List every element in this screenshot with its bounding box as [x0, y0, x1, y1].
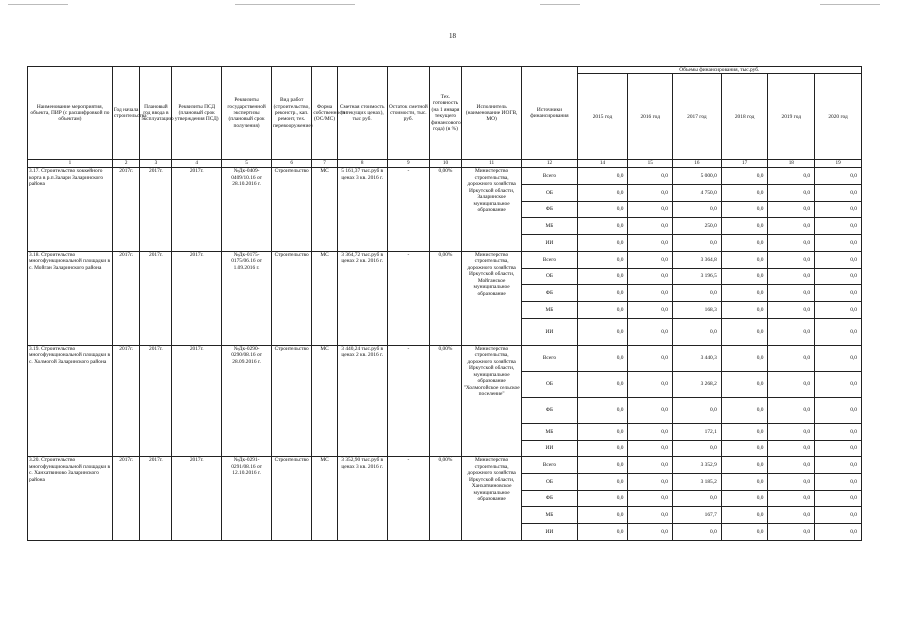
funding-value: 0,0: [721, 201, 768, 218]
funding-value: 0,0: [577, 285, 628, 302]
funding-value: 0,0: [577, 235, 628, 252]
ownership: МС: [312, 457, 337, 541]
header-year: 2020 год: [815, 74, 862, 160]
column-number: 17: [721, 160, 768, 168]
funding-value: 0,0: [768, 168, 815, 185]
column-number: 16: [672, 160, 721, 168]
executor: Министерство строительства, дорожного хозяйства Иркутской области, Мойганское муниципальное образование: [461, 251, 521, 345]
funding-value: 0,0: [768, 397, 815, 423]
funding-source: Всего: [522, 457, 577, 474]
funding-value: 0,0: [815, 397, 862, 423]
column-number: 19: [815, 160, 862, 168]
column-number: 3: [140, 160, 172, 168]
funding-value: 0,0: [577, 474, 628, 491]
column-number: 11: [461, 160, 521, 168]
funding-value: 0,0: [815, 440, 862, 457]
column-number: 10: [430, 160, 462, 168]
ownership: МС: [312, 345, 337, 457]
remainder: -: [387, 457, 429, 541]
funding-value: 0,0: [577, 218, 628, 235]
funding-value: 0,0: [672, 285, 721, 302]
funding-value: 0,0: [721, 457, 768, 474]
remainder: -: [387, 345, 429, 457]
funding-value: 0,0: [815, 457, 862, 474]
scan-artifact-line: [8, 4, 68, 5]
header-expertise: Реквизиты государственной экспертизы (плановый срок получения): [222, 67, 272, 160]
funding-value: 172,1: [672, 423, 721, 440]
header-year: 2016 год: [628, 74, 673, 160]
funding-value: 0,0: [721, 371, 768, 397]
table-row: [28, 168, 862, 185]
funding-value: 0,0: [768, 268, 815, 285]
funding-value: 0,0: [815, 474, 862, 491]
estimate-cost: 3 440,24 тыс.руб в ценах 2 кв. 2016 г.: [337, 345, 387, 457]
expertise-ref: №Дк-0409-0409/10.16 от 28.10.2016 г.: [222, 168, 272, 252]
planned-year: 2017г.: [140, 457, 172, 541]
header-ownership: Форма собственности (ОС/МС): [312, 67, 337, 160]
funding-value: 167,7: [672, 507, 721, 524]
funding-value: 0,0: [721, 397, 768, 423]
object-name: 3.20. Строительство многофункциональной площадки в с. Ханхатвиново Заларинского района: [28, 457, 113, 541]
estimate-cost: 5 161,37 тыс.руб в ценах 3 кв. 2016 г.: [337, 168, 387, 252]
funding-value: 0,0: [721, 318, 768, 345]
funding-value: 0,0: [768, 345, 815, 371]
funding-value: 0,0: [672, 440, 721, 457]
funding-source: ИИ: [522, 440, 577, 457]
funding-value: 0,0: [815, 301, 862, 318]
funding-value: 0,0: [577, 168, 628, 185]
funding-source: ИИ: [522, 524, 577, 541]
funding-value: 0,0: [628, 218, 673, 235]
funding-value: 0,0: [721, 423, 768, 440]
funding-value: 0,0: [721, 345, 768, 371]
funding-value: 0,0: [628, 371, 673, 397]
table-row: [28, 345, 862, 371]
funding-source: ОБ: [522, 474, 577, 491]
funding-value: 0,0: [577, 423, 628, 440]
funding-value: 0,0: [721, 507, 768, 524]
readiness: 0,00%: [430, 251, 462, 345]
readiness: 0,00%: [430, 457, 462, 541]
funding-value: 0,0: [768, 440, 815, 457]
scan-artifact-line: [235, 4, 355, 5]
column-number: 7: [312, 160, 337, 168]
funding-value: 0,0: [768, 474, 815, 491]
funding-value: 0,0: [628, 507, 673, 524]
funding-value: 0,0: [721, 251, 768, 268]
header-executor: Исполнитель (наименование ИОГВ, МО): [461, 67, 521, 160]
table-header: [28, 67, 862, 168]
funding-value: 0,0: [577, 185, 628, 202]
funding-value: 0,0: [628, 168, 673, 185]
funding-value: 0,0: [577, 371, 628, 397]
funding-value: 0,0: [815, 218, 862, 235]
header-sources: Источники финансирования: [522, 67, 577, 160]
scan-artifact-line: [820, 4, 880, 5]
header-start-year: Год начала строительства: [112, 67, 140, 160]
planned-year: 2017г.: [140, 345, 172, 457]
funding-source: ИИ: [522, 318, 577, 345]
funding-value: 0,0: [628, 490, 673, 507]
funding-value: 0,0: [577, 440, 628, 457]
funding-value: 0,0: [577, 268, 628, 285]
table-body: [28, 168, 862, 541]
header-psd: Реквизиты ПСД (плановый срок утверждения ПСД): [172, 67, 222, 160]
funding-value: 4 750,0: [672, 185, 721, 202]
psd-date: 2017г.: [172, 168, 222, 252]
funding-value: 0,0: [721, 168, 768, 185]
funding-source: МБ: [522, 423, 577, 440]
funding-value: 0,0: [577, 397, 628, 423]
funding-value: 3 364,8: [672, 251, 721, 268]
funding-value: 0,0: [721, 474, 768, 491]
funding-value: 0,0: [768, 507, 815, 524]
funding-value: 0,0: [628, 474, 673, 491]
column-number: 6: [272, 160, 312, 168]
funding-value: 0,0: [768, 251, 815, 268]
expertise-ref: №Дк-0290-0290/08.16 от 28.09.2016 г.: [222, 345, 272, 457]
executor: Министерство строительства, дорожного хозяйства Иркутской области, Заларинское муниципальное образование: [461, 168, 521, 252]
funding-value: 0,0: [672, 235, 721, 252]
funding-value: 0,0: [768, 524, 815, 541]
funding-value: 0,0: [628, 268, 673, 285]
work-type: Строительство: [272, 457, 312, 541]
column-number: 1: [28, 160, 113, 168]
funding-value: 0,0: [815, 185, 862, 202]
header-year: 2019 год: [768, 74, 815, 160]
funding-value: 0,0: [577, 457, 628, 474]
estimate-cost: 3 364,72 тыс.руб в ценах 2 кв. 2016 г.: [337, 251, 387, 345]
funding-source: ОБ: [522, 185, 577, 202]
expertise-ref: №Дк-0291-0291/08.16 от 12.10.2016 г.: [222, 457, 272, 541]
ownership: МС: [312, 251, 337, 345]
column-number: 5: [222, 160, 272, 168]
funding-value: 0,0: [577, 345, 628, 371]
start-year: 2017г.: [112, 251, 140, 345]
object-name: 3.19. Строительство многофункциональной площадки в с. Холмогой Заларинского района: [28, 345, 113, 457]
remainder: -: [387, 168, 429, 252]
funding-value: 3 196,5: [672, 268, 721, 285]
header-estimate: Сметная стоимость (в текущих ценах), тыс руб.: [337, 67, 387, 160]
funding-value: 0,0: [577, 490, 628, 507]
funding-value: 0,0: [628, 397, 673, 423]
funding-value: 0,0: [815, 524, 862, 541]
readiness: 0,00%: [430, 168, 462, 252]
funding-value: 3 268,2: [672, 371, 721, 397]
funding-value: 0,0: [721, 524, 768, 541]
ownership: МС: [312, 168, 337, 252]
funding-value: 0,0: [628, 301, 673, 318]
funding-source: Всего: [522, 251, 577, 268]
header-planned-year: Плановый год ввода в эксплуатацию: [140, 67, 172, 160]
funding-source: Всего: [522, 168, 577, 185]
funding-source: ИИ: [522, 235, 577, 252]
header-funding: Объемы финансирования, тыс.руб.: [577, 67, 861, 74]
column-number: 15: [628, 160, 673, 168]
funding-value: 0,0: [672, 490, 721, 507]
column-number: 12: [522, 160, 577, 168]
remainder: -: [387, 251, 429, 345]
funding-source: ФБ: [522, 201, 577, 218]
header-remainder: Остаток сметной стоимости, тыс. руб.: [387, 67, 429, 160]
funding-value: 0,0: [577, 318, 628, 345]
funding-value: 3 185,2: [672, 474, 721, 491]
funding-value: 0,0: [815, 490, 862, 507]
planned-year: 2017г.: [140, 168, 172, 252]
funding-value: 0,0: [628, 185, 673, 202]
funding-value: 0,0: [672, 524, 721, 541]
funding-value: 0,0: [815, 268, 862, 285]
funding-source: ОБ: [522, 371, 577, 397]
estimate-cost: 3 352,90 тыс.руб в ценах 3 кв. 2016 г.: [337, 457, 387, 541]
funding-value: 0,0: [815, 235, 862, 252]
work-type: Строительство: [272, 345, 312, 457]
header-year: 2017 год: [672, 74, 721, 160]
funding-value: 0,0: [721, 440, 768, 457]
funding-value: 0,0: [628, 423, 673, 440]
funding-source: МБ: [522, 218, 577, 235]
funding-value: 0,0: [577, 201, 628, 218]
funding-value: 0,0: [577, 524, 628, 541]
funding-value: 0,0: [628, 524, 673, 541]
funding-value: 0,0: [721, 185, 768, 202]
header-work-type: Вид работ (строительство, реконстр., кап. ремонт, тех. перевооружение): [272, 67, 312, 160]
funding-value: 0,0: [721, 268, 768, 285]
funding-value: 168,3: [672, 301, 721, 318]
funding-value: 0,0: [672, 397, 721, 423]
start-year: 2017г.: [112, 457, 140, 541]
funding-value: 0,0: [768, 457, 815, 474]
funding-value: 0,0: [815, 251, 862, 268]
psd-date: 2017г.: [172, 251, 222, 345]
column-number: 4: [172, 160, 222, 168]
funding-value: 250,0: [672, 218, 721, 235]
funding-value: 0,0: [721, 235, 768, 252]
column-number: 2: [112, 160, 140, 168]
expertise-ref: №Дк-0175-0175/06.16 от 1.09.2016 г.: [222, 251, 272, 345]
psd-date: 2017г.: [172, 345, 222, 457]
work-type: Строительство: [272, 168, 312, 252]
funding-value: 0,0: [721, 490, 768, 507]
object-name: 3.17. Строительство хоккейного корта в р.п.Залари Заларинского района: [28, 168, 113, 252]
funding-value: 0,0: [628, 201, 673, 218]
funding-value: 0,0: [628, 251, 673, 268]
funding-value: 0,0: [628, 285, 673, 302]
column-number-row: [28, 160, 862, 168]
readiness: 0,00%: [430, 345, 462, 457]
funding-source: Всего: [522, 345, 577, 371]
header-name: Наименование мероприятия, объекта, ПИР (с расшифровкой по объектам): [28, 67, 113, 160]
funding-value: 0,0: [768, 490, 815, 507]
executor: Министерство строительства, дорожного хозяйства Иркутской области, Ханхатвиновское муниципальное образование: [461, 457, 521, 541]
funding-value: 0,0: [768, 235, 815, 252]
funding-source: МБ: [522, 507, 577, 524]
funding-value: 0,0: [768, 218, 815, 235]
funding-value: 0,0: [577, 251, 628, 268]
column-number: 8: [337, 160, 387, 168]
funding-value: 0,0: [628, 318, 673, 345]
work-type: Строительство: [272, 251, 312, 345]
funding-value: 3 440,3: [672, 345, 721, 371]
funding-source: ФБ: [522, 397, 577, 423]
funding-value: 0,0: [815, 168, 862, 185]
funding-value: 0,0: [628, 345, 673, 371]
funding-value: 0,0: [815, 371, 862, 397]
funding-source: ФБ: [522, 285, 577, 302]
funding-value: 0,0: [721, 301, 768, 318]
header-readiness: Тех. готовность (на 1 января текущего финансового года) (в %): [430, 67, 462, 160]
scan-artifact-line: [540, 4, 580, 5]
start-year: 2017г.: [112, 345, 140, 457]
funding-value: 0,0: [815, 201, 862, 218]
psd-date: 2017г.: [172, 457, 222, 541]
funding-value: 0,0: [672, 318, 721, 345]
funding-value: 0,0: [577, 507, 628, 524]
funding-value: 0,0: [768, 185, 815, 202]
funding-value: 0,0: [815, 285, 862, 302]
funding-value: 3 352,9: [672, 457, 721, 474]
funding-value: 0,0: [768, 423, 815, 440]
funding-value: 0,0: [768, 285, 815, 302]
object-name: 3.18. Строительство многофункциональной площадки в с. Мойган Заларинского района: [28, 251, 113, 345]
funding-value: 0,0: [628, 457, 673, 474]
funding-source: ОБ: [522, 268, 577, 285]
funding-value: 0,0: [721, 285, 768, 302]
financing-table: [27, 66, 862, 541]
column-number: 14: [577, 160, 628, 168]
funding-value: 0,0: [815, 345, 862, 371]
funding-value: 5 000,0: [672, 168, 721, 185]
funding-value: 0,0: [768, 318, 815, 345]
funding-value: 0,0: [721, 218, 768, 235]
table-row: [28, 251, 862, 268]
funding-source: ФБ: [522, 490, 577, 507]
column-number: 9: [387, 160, 429, 168]
column-number: 18: [768, 160, 815, 168]
funding-value: 0,0: [768, 201, 815, 218]
funding-value: 0,0: [768, 301, 815, 318]
header-year: 2015 год: [577, 74, 628, 160]
start-year: 2017г.: [112, 168, 140, 252]
table-row: [28, 457, 862, 474]
funding-source: МБ: [522, 301, 577, 318]
funding-value: 0,0: [628, 440, 673, 457]
funding-value: 0,0: [768, 371, 815, 397]
executor: Министерство строительства, дорожного хозяйства Иркутской области, муниципальное образование "Холмогойское сельское поселение": [461, 345, 521, 457]
funding-value: 0,0: [815, 507, 862, 524]
page-number: 18: [449, 32, 456, 40]
header-year: 2018 год: [721, 74, 768, 160]
funding-value: 0,0: [815, 318, 862, 345]
funding-value: 0,0: [815, 423, 862, 440]
planned-year: 2017г.: [140, 251, 172, 345]
funding-value: 0,0: [672, 201, 721, 218]
funding-value: 0,0: [577, 301, 628, 318]
funding-value: 0,0: [628, 235, 673, 252]
